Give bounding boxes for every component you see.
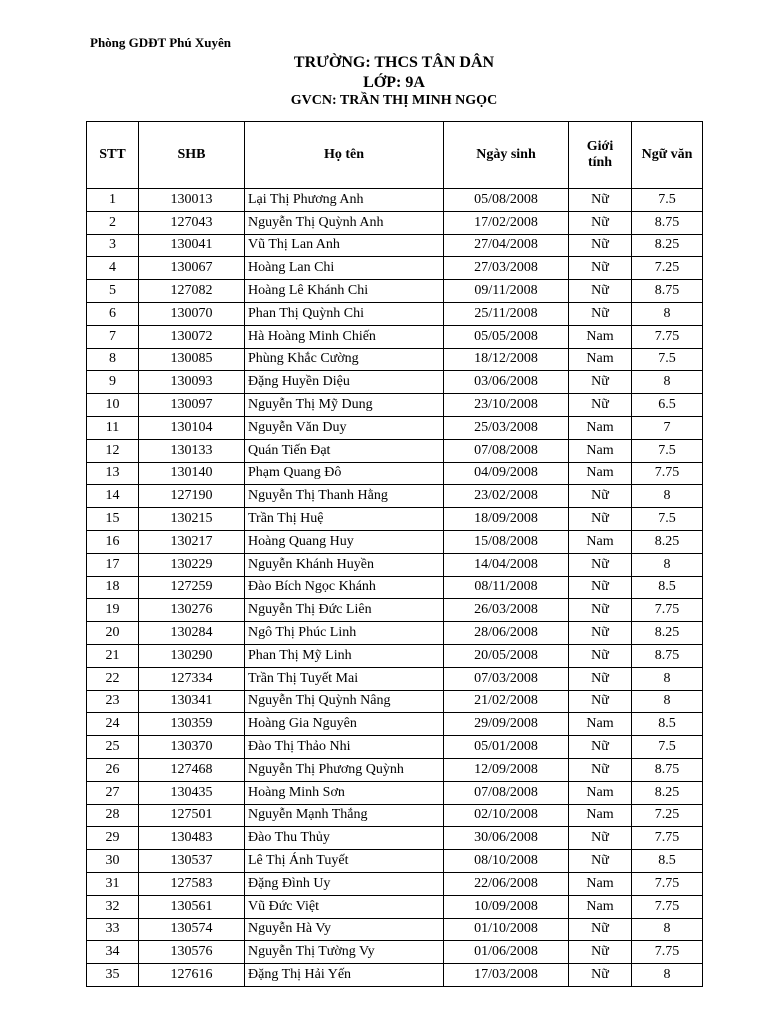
cell-dob: 05/01/2008 xyxy=(444,736,569,759)
cell-score: 7.75 xyxy=(632,895,703,918)
cell-gender: Nữ xyxy=(569,758,632,781)
cell-gender: Nữ xyxy=(569,394,632,417)
table-row xyxy=(87,530,703,553)
cell-stt: 14 xyxy=(87,485,139,508)
cell-dob: 17/02/2008 xyxy=(444,211,569,234)
class-title: LỚP: 9A xyxy=(363,74,425,91)
cell-stt: 12 xyxy=(87,439,139,462)
table-row xyxy=(87,302,703,325)
cell-score: 8.75 xyxy=(632,644,703,667)
table-row xyxy=(87,713,703,736)
cell-stt: 6 xyxy=(87,302,139,325)
cell-stt: 26 xyxy=(87,758,139,781)
homeroom-teacher: GVCN: TRẦN THỊ MINH NGỌC xyxy=(290,93,498,108)
cell-dob: 23/02/2008 xyxy=(444,485,569,508)
cell-score: 7.75 xyxy=(632,599,703,622)
cell-stt: 11 xyxy=(87,416,139,439)
cell-shb: 130217 xyxy=(139,530,245,553)
cell-name: Nguyễn Khánh Huyền xyxy=(245,553,444,576)
table-row xyxy=(87,348,703,371)
cell-name: Quán Tiến Đạt xyxy=(245,439,444,462)
cell-name: Lại Thị Phương Anh xyxy=(245,189,444,212)
cell-stt: 31 xyxy=(87,872,139,895)
cell-dob: 01/10/2008 xyxy=(444,918,569,941)
cell-dob: 07/08/2008 xyxy=(444,439,569,462)
cell-score: 8.5 xyxy=(632,576,703,599)
cell-stt: 24 xyxy=(87,713,139,736)
cell-shb: 130070 xyxy=(139,302,245,325)
cell-dob: 05/08/2008 xyxy=(444,189,569,212)
table-body xyxy=(87,189,703,987)
cell-stt: 20 xyxy=(87,622,139,645)
cell-shb: 130085 xyxy=(139,348,245,371)
cell-gender: Nữ xyxy=(569,599,632,622)
cell-dob: 08/10/2008 xyxy=(444,850,569,873)
cell-stt: 16 xyxy=(87,530,139,553)
table-row xyxy=(87,325,703,348)
cell-score: 7.5 xyxy=(632,189,703,212)
cell-gender: Nữ xyxy=(569,280,632,303)
cell-shb: 130215 xyxy=(139,508,245,531)
table-row xyxy=(87,736,703,759)
cell-name: Lê Thị Ánh Tuyết xyxy=(245,850,444,873)
cell-dob: 04/09/2008 xyxy=(444,462,569,485)
cell-shb: 130435 xyxy=(139,781,245,804)
table-row xyxy=(87,758,703,781)
cell-stt: 5 xyxy=(87,280,139,303)
cell-shb: 130359 xyxy=(139,713,245,736)
cell-shb: 127501 xyxy=(139,804,245,827)
cell-name: Nguyễn Hà Vy xyxy=(245,918,444,941)
cell-score: 8 xyxy=(632,964,703,987)
table-row xyxy=(87,508,703,531)
cell-score: 8 xyxy=(632,371,703,394)
cell-score: 8.25 xyxy=(632,622,703,645)
cell-name: Đặng Đình Uy xyxy=(245,872,444,895)
cell-dob: 26/03/2008 xyxy=(444,599,569,622)
cell-gender: Nữ xyxy=(569,508,632,531)
table-row xyxy=(87,827,703,850)
cell-score: 8 xyxy=(632,667,703,690)
cell-dob: 25/11/2008 xyxy=(444,302,569,325)
cell-score: 7.5 xyxy=(632,736,703,759)
cell-name: Đào Bích Ngọc Khánh xyxy=(245,576,444,599)
cell-name: Nguyễn Thị Tường Vy xyxy=(245,941,444,964)
cell-gender: Nam xyxy=(569,804,632,827)
table-row xyxy=(87,964,703,987)
cell-name: Phùng Khắc Cường xyxy=(245,348,444,371)
cell-name: Vũ Đức Việt xyxy=(245,895,444,918)
cell-dob: 25/03/2008 xyxy=(444,416,569,439)
cell-gender: Nam xyxy=(569,462,632,485)
cell-name: Hoàng Quang Huy xyxy=(245,530,444,553)
table-row xyxy=(87,850,703,873)
cell-stt: 29 xyxy=(87,827,139,850)
cell-shb: 130483 xyxy=(139,827,245,850)
cell-gender: Nữ xyxy=(569,964,632,987)
cell-shb: 127468 xyxy=(139,758,245,781)
cell-dob: 02/10/2008 xyxy=(444,804,569,827)
cell-dob: 12/09/2008 xyxy=(444,758,569,781)
cell-shb: 130229 xyxy=(139,553,245,576)
cell-gender: Nữ xyxy=(569,576,632,599)
cell-shb: 130370 xyxy=(139,736,245,759)
table-row xyxy=(87,189,703,212)
cell-score: 8 xyxy=(632,553,703,576)
cell-name: Nguyễn Thị Phương Quỳnh xyxy=(245,758,444,781)
table-row xyxy=(87,667,703,690)
table-row xyxy=(87,394,703,417)
cell-gender: Nam xyxy=(569,872,632,895)
cell-stt: 10 xyxy=(87,394,139,417)
cell-gender: Nữ xyxy=(569,941,632,964)
table-row xyxy=(87,439,703,462)
cell-shb: 130013 xyxy=(139,189,245,212)
cell-score: 7.75 xyxy=(632,941,703,964)
cell-stt: 28 xyxy=(87,804,139,827)
column-header-score: Ngữ văn xyxy=(632,122,703,189)
cell-gender: Nam xyxy=(569,325,632,348)
cell-score: 7.25 xyxy=(632,257,703,280)
cell-dob: 18/12/2008 xyxy=(444,348,569,371)
table-row xyxy=(87,941,703,964)
cell-gender: Nam xyxy=(569,781,632,804)
table-row xyxy=(87,416,703,439)
cell-gender: Nữ xyxy=(569,257,632,280)
cell-dob: 09/11/2008 xyxy=(444,280,569,303)
cell-score: 8.75 xyxy=(632,758,703,781)
cell-dob: 10/09/2008 xyxy=(444,895,569,918)
cell-gender: Nam xyxy=(569,713,632,736)
table-row xyxy=(87,918,703,941)
cell-name: Nguyễn Văn Duy xyxy=(245,416,444,439)
cell-score: 7.75 xyxy=(632,462,703,485)
table-row xyxy=(87,644,703,667)
cell-score: 8.25 xyxy=(632,234,703,257)
cell-gender: Nam xyxy=(569,439,632,462)
table-row xyxy=(87,781,703,804)
cell-dob: 15/08/2008 xyxy=(444,530,569,553)
cell-gender: Nam xyxy=(569,895,632,918)
cell-dob: 07/03/2008 xyxy=(444,667,569,690)
cell-score: 7.5 xyxy=(632,508,703,531)
cell-stt: 8 xyxy=(87,348,139,371)
cell-score: 8.75 xyxy=(632,211,703,234)
cell-name: Trần Thị Tuyết Mai xyxy=(245,667,444,690)
cell-stt: 27 xyxy=(87,781,139,804)
cell-gender: Nữ xyxy=(569,644,632,667)
cell-dob: 29/09/2008 xyxy=(444,713,569,736)
cell-name: Hà Hoàng Minh Chiến xyxy=(245,325,444,348)
cell-name: Đào Thu Thủy xyxy=(245,827,444,850)
cell-name: Phan Thị Mỹ Linh xyxy=(245,644,444,667)
cell-name: Nguyễn Mạnh Thắng xyxy=(245,804,444,827)
cell-dob: 27/03/2008 xyxy=(444,257,569,280)
cell-dob: 20/05/2008 xyxy=(444,644,569,667)
cell-stt: 34 xyxy=(87,941,139,964)
table-row xyxy=(87,599,703,622)
cell-score: 8 xyxy=(632,302,703,325)
cell-shb: 130104 xyxy=(139,416,245,439)
school-title: TRƯỜNG: THCS TÂN DÂN xyxy=(293,54,495,71)
cell-gender: Nữ xyxy=(569,302,632,325)
cell-score: 8 xyxy=(632,485,703,508)
cell-score: 7.75 xyxy=(632,827,703,850)
table-row xyxy=(87,622,703,645)
cell-score: 8 xyxy=(632,690,703,713)
cell-gender: Nữ xyxy=(569,622,632,645)
table-row xyxy=(87,485,703,508)
cell-name: Nguyễn Thị Đức Liên xyxy=(245,599,444,622)
cell-score: 8 xyxy=(632,918,703,941)
cell-dob: 17/03/2008 xyxy=(444,964,569,987)
cell-score: 8.5 xyxy=(632,850,703,873)
table-row xyxy=(87,690,703,713)
cell-shb: 130097 xyxy=(139,394,245,417)
cell-shb: 127043 xyxy=(139,211,245,234)
cell-shb: 127259 xyxy=(139,576,245,599)
table-row xyxy=(87,234,703,257)
cell-shb: 130341 xyxy=(139,690,245,713)
cell-stt: 23 xyxy=(87,690,139,713)
cell-name: Hoàng Lan Chi xyxy=(245,257,444,280)
cell-shb: 130574 xyxy=(139,918,245,941)
cell-stt: 4 xyxy=(87,257,139,280)
cell-stt: 7 xyxy=(87,325,139,348)
cell-shb: 127082 xyxy=(139,280,245,303)
cell-shb: 127616 xyxy=(139,964,245,987)
cell-shb: 130576 xyxy=(139,941,245,964)
cell-gender: Nam xyxy=(569,530,632,553)
cell-shb: 130140 xyxy=(139,462,245,485)
cell-gender: Nữ xyxy=(569,485,632,508)
cell-name: Nguyễn Thị Quỳnh Anh xyxy=(245,211,444,234)
cell-stt: 9 xyxy=(87,371,139,394)
department-name: Phòng GDĐT Phú Xuyên xyxy=(90,35,231,50)
cell-name: Hoàng Minh Sơn xyxy=(245,781,444,804)
cell-gender: Nữ xyxy=(569,918,632,941)
cell-stt: 17 xyxy=(87,553,139,576)
table-row xyxy=(87,211,703,234)
cell-dob: 07/08/2008 xyxy=(444,781,569,804)
cell-name: Phạm Quang Đô xyxy=(245,462,444,485)
cell-dob: 14/04/2008 xyxy=(444,553,569,576)
table-row xyxy=(87,576,703,599)
cell-gender: Nữ xyxy=(569,850,632,873)
cell-name: Nguyễn Thị Thanh Hằng xyxy=(245,485,444,508)
cell-name: Hoàng Gia Nguyên xyxy=(245,713,444,736)
cell-gender: Nam xyxy=(569,416,632,439)
cell-dob: 03/06/2008 xyxy=(444,371,569,394)
cell-dob: 05/05/2008 xyxy=(444,325,569,348)
cell-score: 7 xyxy=(632,416,703,439)
cell-gender: Nam xyxy=(569,348,632,371)
table-row xyxy=(87,804,703,827)
cell-score: 8.25 xyxy=(632,530,703,553)
cell-dob: 01/06/2008 xyxy=(444,941,569,964)
cell-score: 7.5 xyxy=(632,439,703,462)
cell-dob: 27/04/2008 xyxy=(444,234,569,257)
cell-gender: Nữ xyxy=(569,371,632,394)
cell-gender: Nữ xyxy=(569,211,632,234)
column-header-dob: Ngày sinh xyxy=(444,122,569,189)
table-row xyxy=(87,553,703,576)
cell-shb: 130093 xyxy=(139,371,245,394)
cell-shb: 127583 xyxy=(139,872,245,895)
cell-stt: 22 xyxy=(87,667,139,690)
column-header-stt: STT xyxy=(87,122,139,189)
cell-shb: 127334 xyxy=(139,667,245,690)
cell-stt: 3 xyxy=(87,234,139,257)
table-row xyxy=(87,895,703,918)
table-header-row xyxy=(87,122,703,189)
cell-stt: 25 xyxy=(87,736,139,759)
cell-name: Đặng Thị Hải Yến xyxy=(245,964,444,987)
cell-stt: 2 xyxy=(87,211,139,234)
cell-dob: 21/02/2008 xyxy=(444,690,569,713)
cell-dob: 18/09/2008 xyxy=(444,508,569,531)
cell-stt: 33 xyxy=(87,918,139,941)
cell-name: Phan Thị Quỳnh Chi xyxy=(245,302,444,325)
cell-shb: 130276 xyxy=(139,599,245,622)
cell-dob: 30/06/2008 xyxy=(444,827,569,850)
cell-gender: Nữ xyxy=(569,690,632,713)
cell-name: Đào Thị Thảo Nhi xyxy=(245,736,444,759)
column-header-name: Họ tên xyxy=(245,122,444,189)
cell-shb: 130041 xyxy=(139,234,245,257)
cell-shb: 130290 xyxy=(139,644,245,667)
cell-shb: 127190 xyxy=(139,485,245,508)
table-row xyxy=(87,872,703,895)
cell-score: 6.5 xyxy=(632,394,703,417)
table-row xyxy=(87,257,703,280)
cell-shb: 130067 xyxy=(139,257,245,280)
student-table xyxy=(86,121,703,987)
table-row xyxy=(87,371,703,394)
cell-score: 8.25 xyxy=(632,781,703,804)
cell-dob: 23/10/2008 xyxy=(444,394,569,417)
column-header-gender-line2: tính xyxy=(587,155,613,170)
cell-score: 7.75 xyxy=(632,872,703,895)
cell-score: 7.5 xyxy=(632,348,703,371)
cell-stt: 15 xyxy=(87,508,139,531)
cell-stt: 19 xyxy=(87,599,139,622)
cell-gender: Nữ xyxy=(569,667,632,690)
cell-dob: 28/06/2008 xyxy=(444,622,569,645)
cell-stt: 30 xyxy=(87,850,139,873)
cell-shb: 130133 xyxy=(139,439,245,462)
cell-stt: 21 xyxy=(87,644,139,667)
cell-name: Nguyễn Thị Quỳnh Nâng xyxy=(245,690,444,713)
cell-stt: 32 xyxy=(87,895,139,918)
table-row xyxy=(87,280,703,303)
cell-name: Hoàng Lê Khánh Chi xyxy=(245,280,444,303)
cell-score: 7.25 xyxy=(632,804,703,827)
cell-gender: Nữ xyxy=(569,189,632,212)
column-header-shb: SHB xyxy=(139,122,245,189)
cell-gender: Nữ xyxy=(569,234,632,257)
cell-score: 8.5 xyxy=(632,713,703,736)
cell-name: Trần Thị Huệ xyxy=(245,508,444,531)
cell-shb: 130284 xyxy=(139,622,245,645)
cell-score: 7.75 xyxy=(632,325,703,348)
cell-name: Ngô Thị Phúc Linh xyxy=(245,622,444,645)
cell-name: Đặng Huyền Diệu xyxy=(245,371,444,394)
cell-name: Vũ Thị Lan Anh xyxy=(245,234,444,257)
cell-dob: 22/06/2008 xyxy=(444,872,569,895)
cell-gender: Nữ xyxy=(569,553,632,576)
cell-shb: 130072 xyxy=(139,325,245,348)
cell-gender: Nữ xyxy=(569,736,632,759)
cell-name: Nguyễn Thị Mỹ Dung xyxy=(245,394,444,417)
cell-shb: 130537 xyxy=(139,850,245,873)
cell-stt: 18 xyxy=(87,576,139,599)
table-row xyxy=(87,462,703,485)
column-header-gender-line1: Giới xyxy=(586,139,614,154)
cell-stt: 35 xyxy=(87,964,139,987)
cell-gender: Nữ xyxy=(569,827,632,850)
cell-stt: 13 xyxy=(87,462,139,485)
cell-shb: 130561 xyxy=(139,895,245,918)
cell-dob: 08/11/2008 xyxy=(444,576,569,599)
cell-score: 8.75 xyxy=(632,280,703,303)
column-header-gender xyxy=(569,122,632,189)
cell-stt: 1 xyxy=(87,189,139,212)
